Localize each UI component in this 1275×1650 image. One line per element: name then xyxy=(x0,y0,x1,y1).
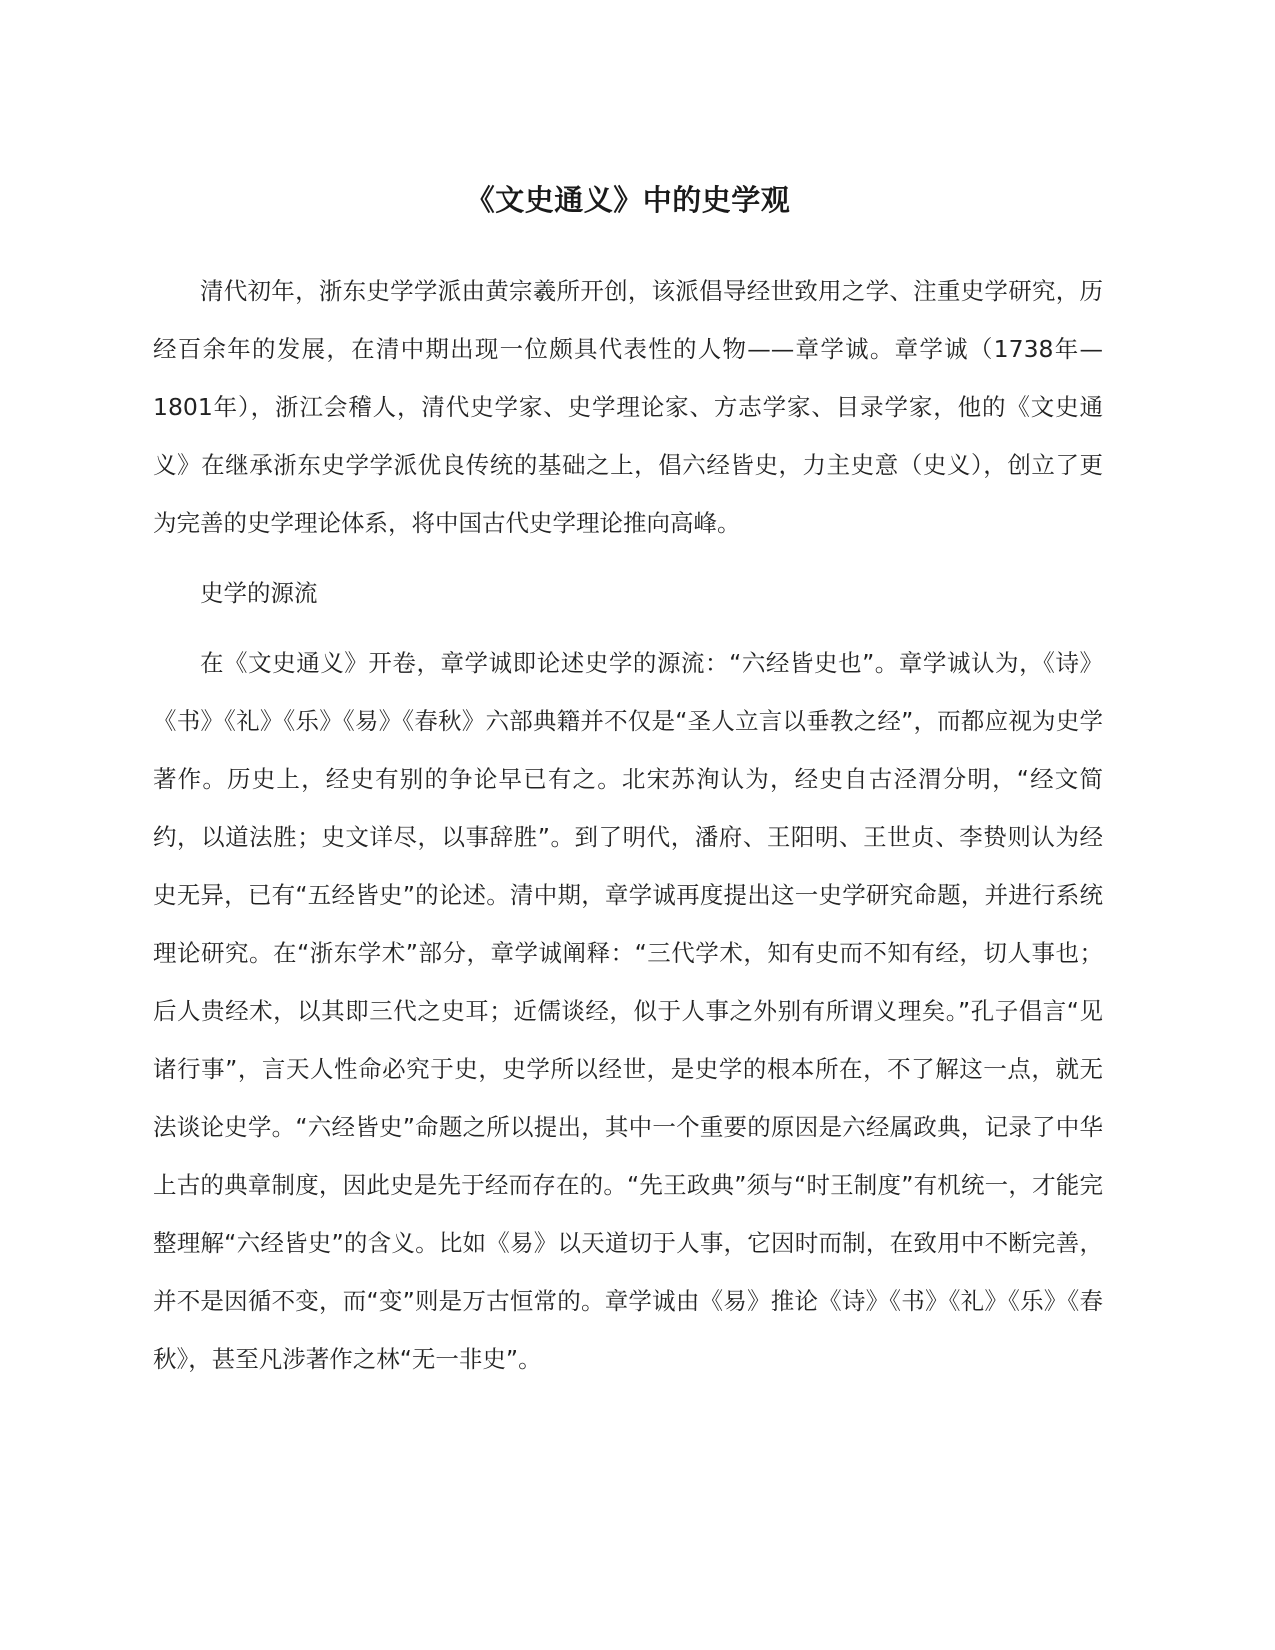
body-paragraph: 在《文史通义》开卷，章学诚即论述史学的源流：“六经皆史也”。章学诚认为，《诗》《书》《礼》《乐》《易》《春秋》六部典籍并不仅是“圣人立言以垂教之经”，而都应视为史学著作。历史上，经史有别的争论早已有之。北宋苏洵认为，经史自古泾渭分明，“经文简约，以道法胜；史文详尽，以事辞胜”。到了明代，潘府、王阳明、王世贞、李贽则认为经史无异，已有“五经皆史”的论述。清中期，章学诚再度提出这一史学研究命题，并进行系统理论研究。在“浙东学术”部分，章学诚阐释：“三代学术，知有史而不知有经，切人事也；后人贵经术，以其即三代之史耳；近儒谈经，似于人事之外别有所谓义理矣。”孔子倡言“见诸行事”，言天人性命必究于史，史学所以经世，是史学的根本所在，不了解这一点，就无法谈论史学。“六经皆史”命题之所以提出，其中一个重要的原因是六经属政典，记录了中华上古的典章制度，因此史是先于经而存在的。“先王政典”须与“时王制度”有机统一，才能完整理解“六经皆史”的含义。比如《易》以天道切于人事，它因时而制，在致用中不断完善，并不是因循不变，而“变”则是万古恒常的。章学诚由《易》推论《诗》《书》《礼》《乐》《春秋》，甚至凡涉著作之林“无一非史”。 xyxy=(153,649,1103,1373)
document-body xyxy=(153,180,1103,1388)
intro-paragraph: 清代初年，浙东史学学派由黄宗羲所开创，该派倡导经世致用之学、注重史学研究，历经百余年的发展，在清中期出现一位颇具代表性的人物——章学诚。章学诚（1738年—1801年），浙江会稽人，清代史学家、史学理论家、方志学家、目录学家，他的《文史通义》在继承浙东史学学派优良传统的基础之上，倡六经皆史，力主史意（史义），创立了更为完善的史学理论体系，将中国古代史学理论推向高峰。 xyxy=(153,277,1103,537)
document-title: 《文史通义》中的史学观 xyxy=(465,183,791,217)
section-heading: 史学的源流 xyxy=(200,579,318,607)
